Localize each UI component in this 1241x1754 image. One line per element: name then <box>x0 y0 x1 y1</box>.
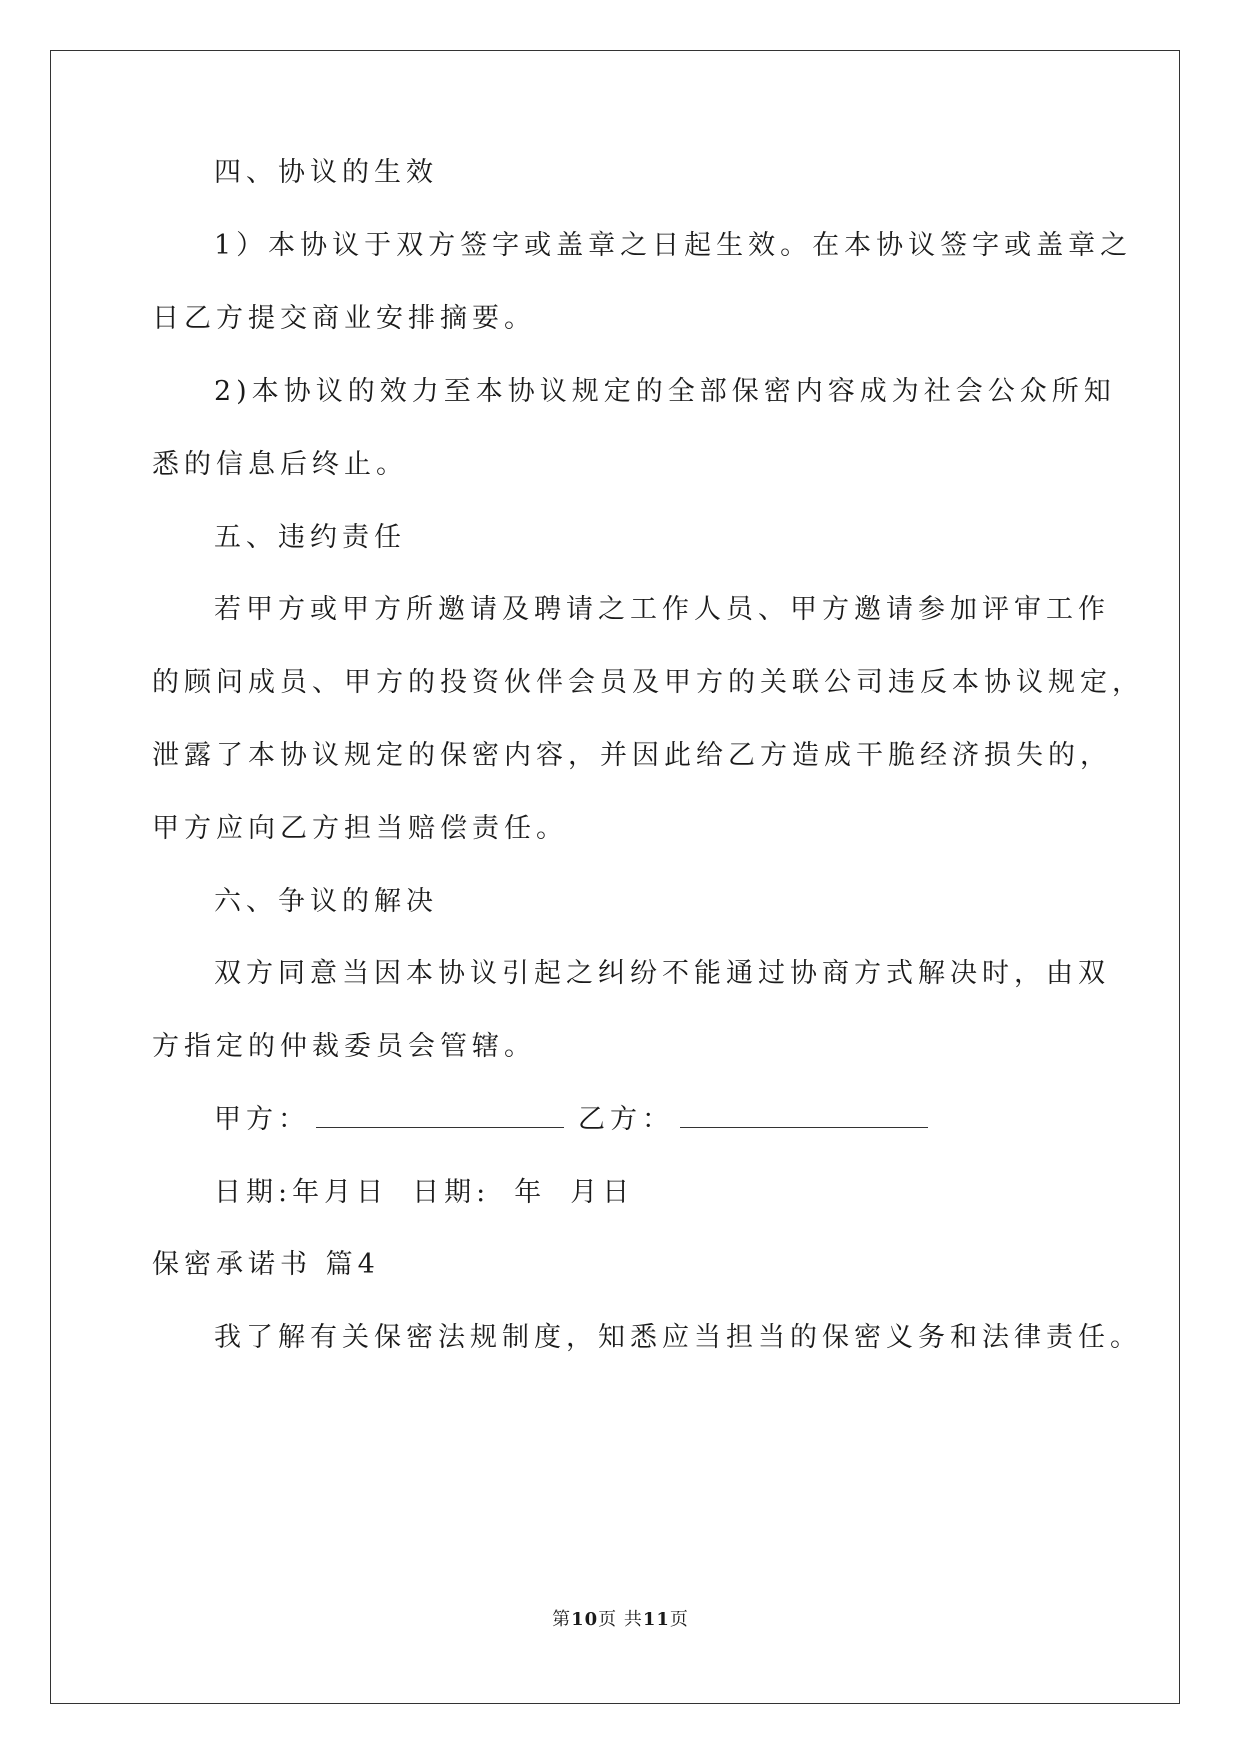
section-heading-5: 五、违约责任 <box>214 522 406 553</box>
signature-row <box>214 1103 942 1137</box>
date-b-label: 日期: <box>412 1177 491 1208</box>
date-row <box>214 1176 634 1210</box>
total-page-number: 11 <box>642 1609 670 1630</box>
footer-prefix: 第 <box>552 1609 572 1630</box>
paragraph-line: 泄露了本协议规定的保密内容，并因此给乙方造成干脆经济损失的， <box>152 740 1112 771</box>
footer-mid: 页 共 <box>598 1609 643 1630</box>
page-border <box>50 50 1180 1704</box>
paragraph-line: 双方同意当因本协议引起之纠纷不能通过协商方式解决时，由双 <box>214 958 1110 989</box>
party-b-signature-blank <box>680 1105 928 1128</box>
page-footer <box>0 1608 1241 1632</box>
paragraph-line: 悉的信息后终止。 <box>152 449 408 480</box>
paragraph-line: 1）本协议于双方签字或盖章之日起生效。在本协议签字或盖章之 <box>214 230 1133 261</box>
party-a-signature-blank <box>316 1105 564 1128</box>
paragraph-line: 2)本协议的效力至本协议规定的全部保密内容成为社会公众所知 <box>214 376 1116 407</box>
date-month-day: 月日 <box>570 1177 635 1208</box>
paragraph-line: 我了解有关保密法规制度，知悉应当担当的保密义务和法律责任。 <box>214 1322 1142 1353</box>
footer-suffix: 页 <box>669 1609 689 1630</box>
paragraph-line: 若甲方或甲方所邀请及聘请之工作人员、甲方邀请参加评审工作 <box>214 594 1110 625</box>
date-year: 年 <box>514 1177 547 1208</box>
paragraph-line: 日乙方提交商业安排摘要。 <box>152 303 536 334</box>
date-a-label: 日期:年月日 <box>214 1177 389 1208</box>
section-heading-4: 四、协议的生效 <box>214 157 438 188</box>
party-a-label: 甲方： <box>214 1104 310 1135</box>
paragraph-line: 的顾问成员、甲方的投资伙伴会员及甲方的关联公司违反本协议规定， <box>152 667 1144 698</box>
section-heading-6: 六、争议的解决 <box>214 886 438 917</box>
section-title: 保密承诺书 篇4 <box>152 1249 380 1280</box>
paragraph-line: 甲方应向乙方担当赔偿责任。 <box>152 813 568 844</box>
paragraph-line: 方指定的仲裁委员会管辖。 <box>152 1031 536 1062</box>
party-b-label: 乙方： <box>578 1104 674 1135</box>
current-page-number: 10 <box>571 1609 599 1630</box>
